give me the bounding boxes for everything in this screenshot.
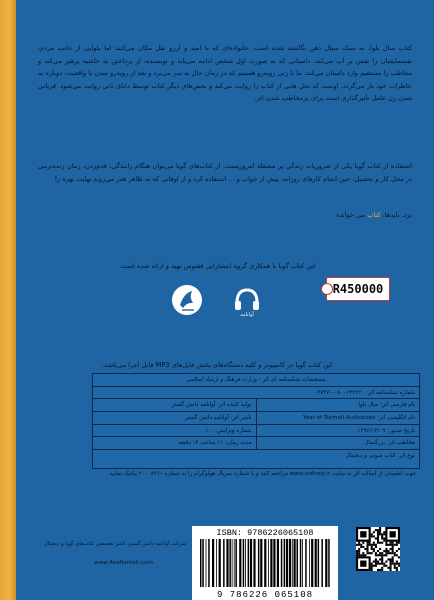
synopsis-text: کتاب سال بلوا، به سبک سیال ذهن نگاشته شده است، خانواده‌ای که با امید و آرزو نقل مکان می‌کنند اما بلوایی از جانب مردم، نفسمایشان را نفس بر آب می‌کند. داستانی که به صورت اول شخص ادامه می‌یابد و نویسنده، از پرداختن به حاشیه پرهیز می‌کند و مخاطب را مستقیم وارد داستان می‌کند. ما با زنی روبه‌رو هستیم که در زمان حال به سر می‌برد و بعد از رویه‌رو شدن با واقعیت، دوباره به خاطرات خود باز می‌گردد. اوست که نخل هایی از کتاب را روایت می‌کند و بخش‌های دیگر کتاب توسط دایای تانی روایت می‌شود. قربانی شدن زن عامل تأثیرگذاری است برای پرمخاطب شدن اثر. xyxy=(38,44,412,103)
table-header: مشخصات شناسنامه ای اثر - وزارت فرهنگ و ارشاد اسلامی xyxy=(93,374,419,387)
isbn-digits: 9 786226 065108 xyxy=(216,590,313,600)
headphones-icon xyxy=(230,283,264,317)
barcode-icon xyxy=(198,539,332,587)
price-sticker: R450000 xyxy=(326,277,390,301)
audiobook-info-text: استفاده از کتاب گویا یکی از ضروریات زندگی پر مشغله امروزیست. از کتاب‌های گویا می‌توان هنگام رانندگی، قدم‌زدن، زمان زنده‌نرمی در محل کار و تحصیل، حین انجام کارهای روزانه، پیش از خواب و ... استفاده کرد و از اوقاتی که به ظاهر هدر می‌روند نهایت بهره را xyxy=(38,162,412,183)
collaboration-note: این کتاب گویا با همکاری گروه انتشاراتی ققنوس تهیه و ارائه شده است. xyxy=(118,262,316,270)
table-row xyxy=(93,387,419,400)
table-cell: شماره شناسنامه اثر: ۰۸۰۰۱۴۳۲۲۰-۰۳۷۳۷۰ xyxy=(314,389,415,396)
table-cell: مخاطب اثر: بزرگسال xyxy=(364,440,415,447)
isbn-label: ISBN: 9786226065108 xyxy=(216,528,314,538)
table-row xyxy=(93,412,419,425)
bird-icon xyxy=(170,283,204,317)
publisher-line: شرکت آوانامه دانش گستر، ناشر تخصصی کتاب‌های گویا و دیجیتال xyxy=(43,541,186,547)
table-row xyxy=(93,450,419,462)
headphones-logo-label: آوانامه xyxy=(240,312,254,317)
audiobook-info-tail xyxy=(336,211,412,219)
tail-prefix: برد. بایدها، xyxy=(380,211,412,219)
website-text: www.AvaNameh.com xyxy=(94,560,153,566)
compatibility-note: این کتاب گویا در کامپیوتر و کلیه دستگاه‌های پخش فایل‌های MP3 قابل اجرا می‌باشد. xyxy=(102,361,332,369)
isbn-barcode xyxy=(192,526,338,600)
table-row xyxy=(93,399,419,412)
tail-highlight: کتاب xyxy=(367,211,381,219)
book-spine xyxy=(0,0,16,600)
tail-suffix: می خواندء xyxy=(336,211,368,219)
certificate-table xyxy=(92,373,420,469)
publisher-bird-logo xyxy=(170,283,204,317)
table-cell: مدت زمان: ۱۱ ساعت ۱۴ دقیقه xyxy=(93,437,257,449)
table-row xyxy=(93,437,419,450)
table-cell: تاریخ صدور: ۱۳۹۶/۱۲/۰۹ xyxy=(357,427,415,434)
table-cell: نام فارسی اثر: سال بلوا xyxy=(358,402,415,409)
audiobook-headphones-logo xyxy=(230,283,264,317)
table-cell: ناشر اثر: آوانامه دانش گستر xyxy=(93,412,257,424)
table-row xyxy=(93,425,419,438)
table-cell: شماره ویرایش: ۱.۰ xyxy=(93,425,257,437)
qr-icon xyxy=(356,527,400,571)
authenticity-note: جهت اطمینان از اصالت اثر به سایت www.softreg.ir مراجعه کنید و یا شماره سریال هولوگرام را به شماره ۲۰۰۰۸۳۱۱ پیامک نمایید. xyxy=(107,471,416,477)
table-cell: نوع اثر: کتاب صوتی و دیجیتال xyxy=(345,452,415,459)
qr-code xyxy=(356,527,400,571)
table-cell: نام انگلیسی اثر: Year of Turmoil Audiobook xyxy=(303,414,415,421)
table-cell: تولید کننده اثر: آوانامه دانش گستر xyxy=(93,399,257,411)
